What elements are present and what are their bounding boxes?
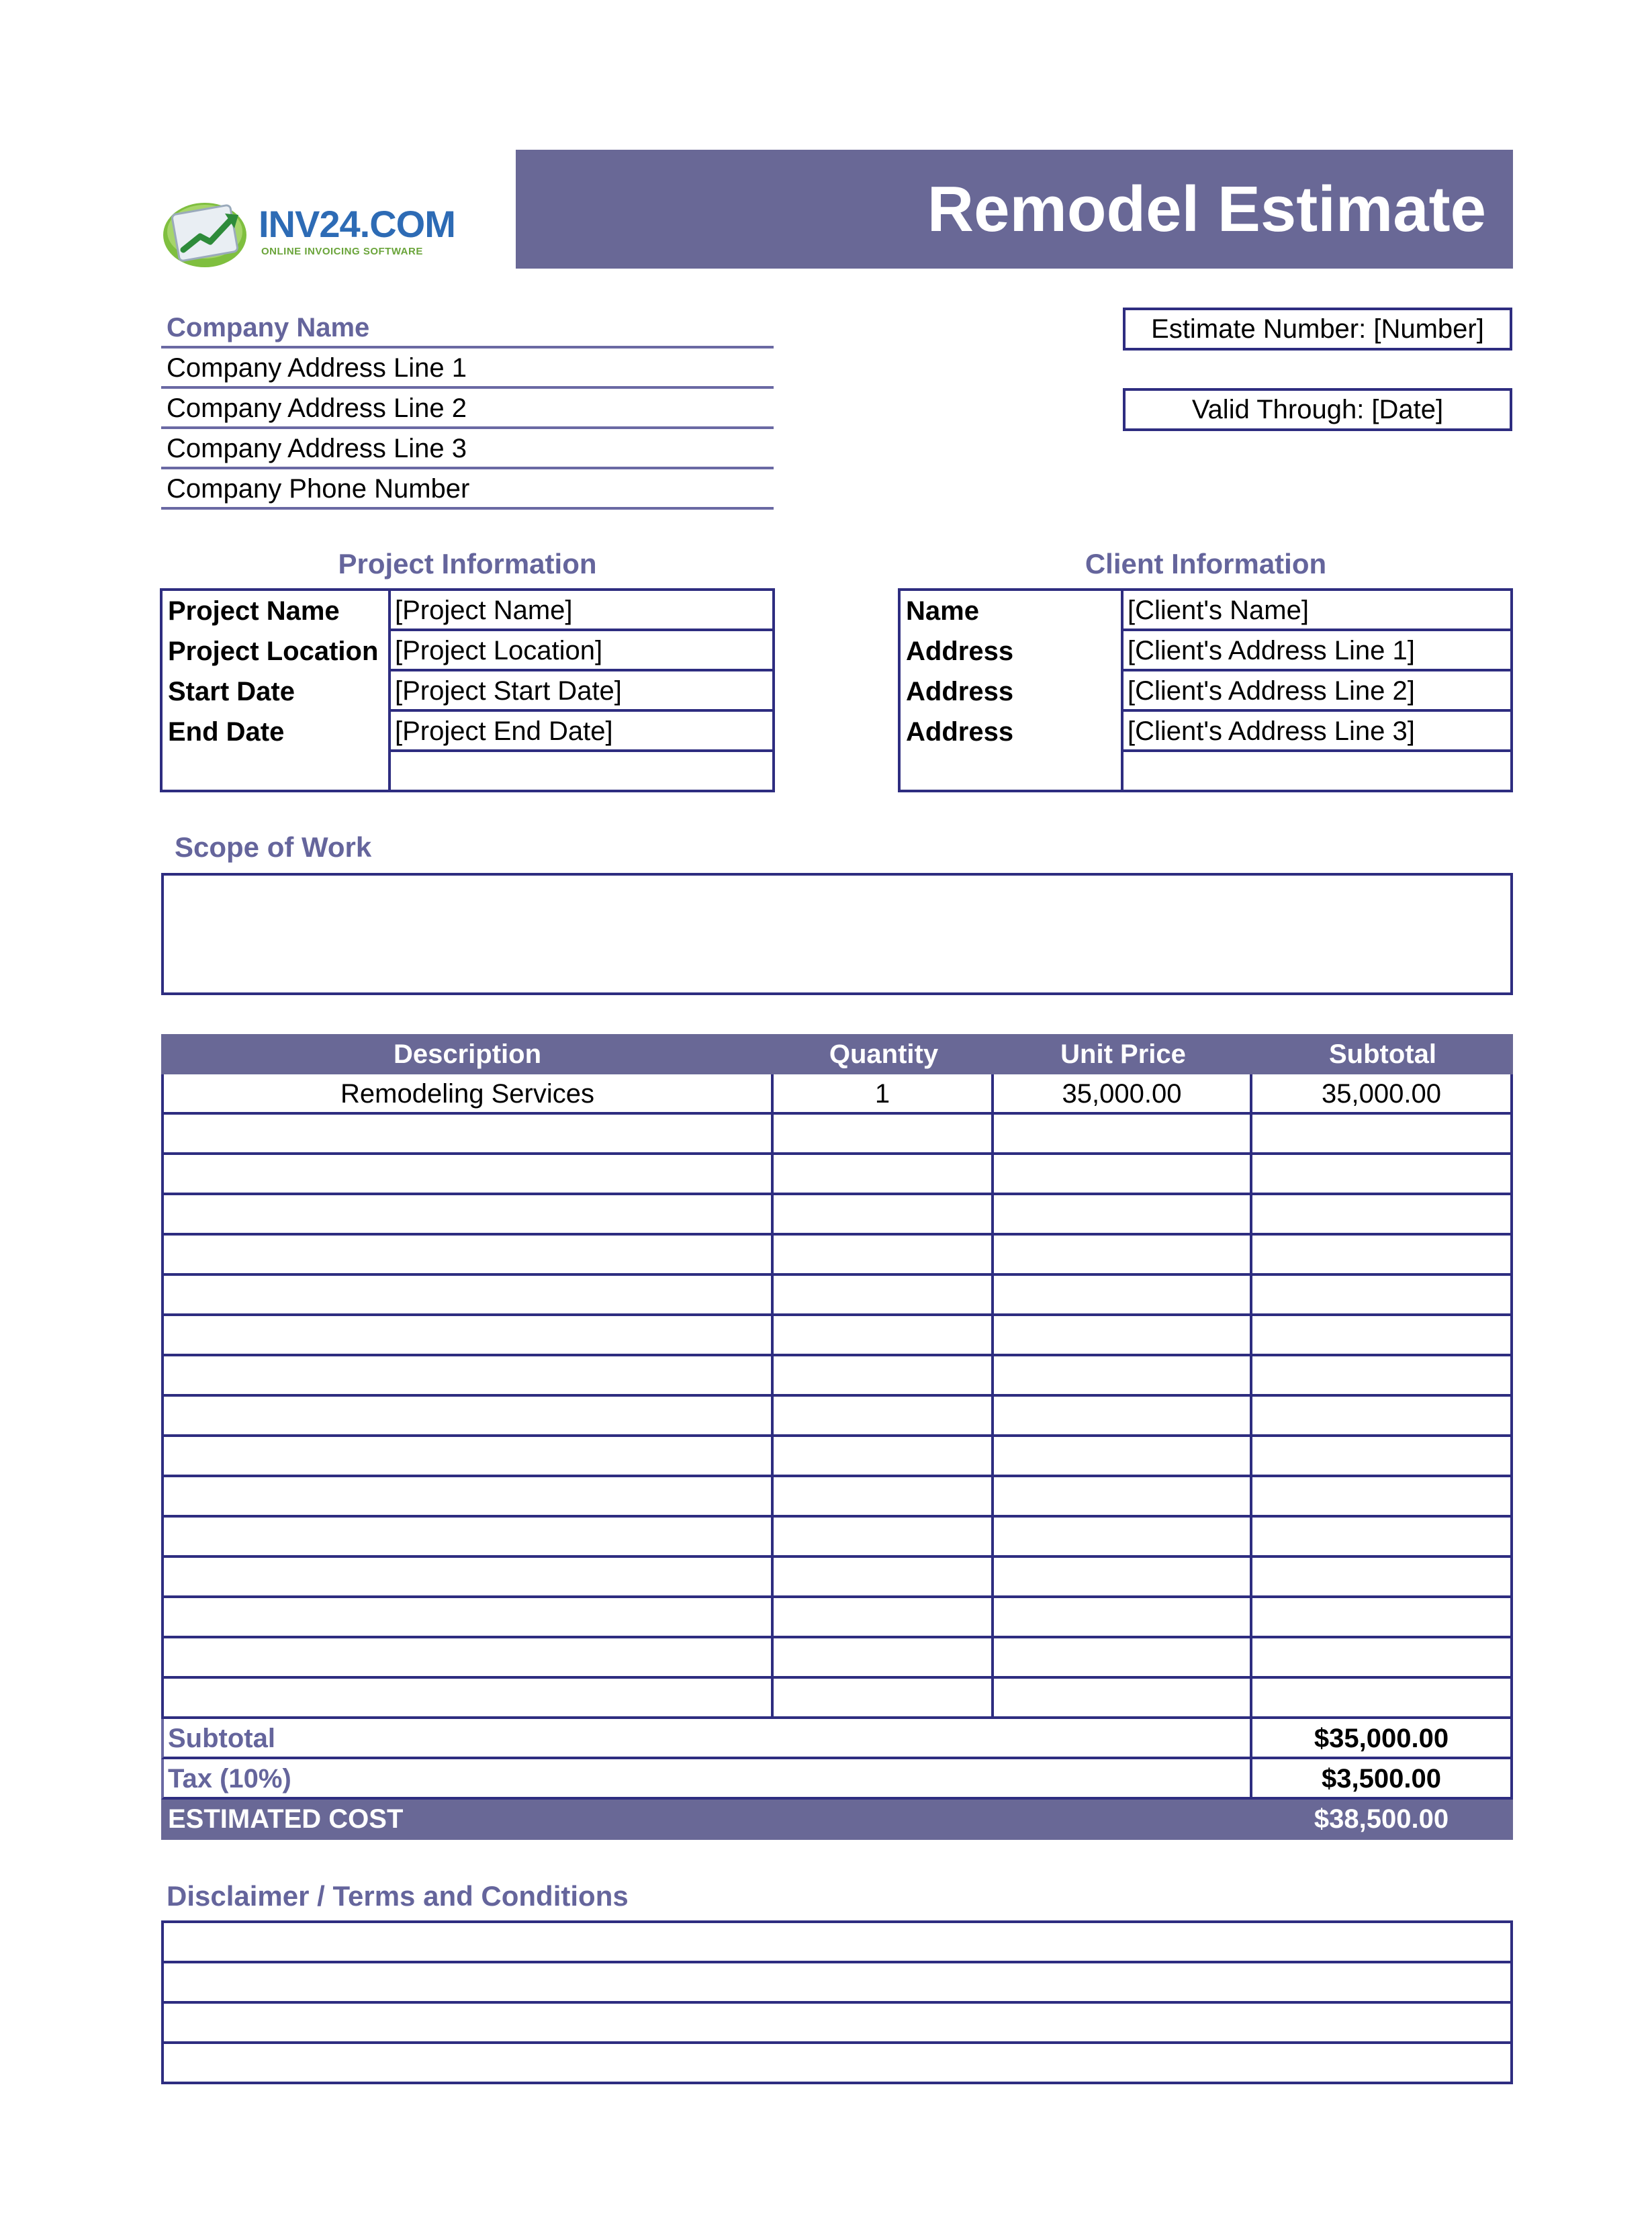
table-row: [161, 1316, 1513, 1356]
header-unit-price: Unit Price: [994, 1034, 1252, 1074]
item-description[interactable]: [161, 1397, 774, 1437]
item-quantity[interactable]: [774, 1598, 994, 1638]
client-address-3-value[interactable]: [Client's Address Line 3]: [1123, 712, 1510, 752]
project-info-table: [160, 588, 775, 792]
item-description[interactable]: [161, 1558, 774, 1598]
item-quantity[interactable]: [774, 1638, 994, 1679]
estimated-cost-row: [161, 1800, 1513, 1840]
item-subtotal[interactable]: [1252, 1679, 1513, 1719]
project-key: Project Name: [168, 596, 340, 626]
table-row: [161, 1598, 1513, 1638]
divider: [164, 2041, 1510, 2044]
project-row: [163, 712, 772, 752]
client-info-table: [898, 588, 1513, 792]
company-name: Company Name: [161, 308, 774, 348]
item-description[interactable]: [161, 1679, 774, 1719]
item-quantity[interactable]: [774, 1558, 994, 1598]
tax-value: $3,500.00: [1252, 1759, 1513, 1800]
estimate-number-field[interactable]: Estimate Number: [Number]: [1123, 308, 1512, 351]
client-row: [901, 671, 1510, 712]
item-description[interactable]: [161, 1195, 774, 1236]
table-row: [161, 1356, 1513, 1397]
subtotal-row: [161, 1719, 1513, 1759]
project-row: [163, 591, 772, 631]
project-key: Start Date: [168, 677, 295, 706]
title-banner: [516, 150, 1513, 269]
page-title: Remodel Estimate: [927, 173, 1486, 245]
header-description: Description: [161, 1034, 774, 1074]
client-row: [901, 631, 1510, 671]
tax-label: Tax (10%): [161, 1759, 1252, 1800]
item-unit-price[interactable]: [994, 1477, 1252, 1518]
item-subtotal[interactable]: [1252, 1598, 1513, 1638]
item-quantity[interactable]: [774, 1397, 994, 1437]
table-row: [161, 1679, 1513, 1719]
item-quantity[interactable]: [774, 1679, 994, 1719]
project-name-value[interactable]: [Project Name]: [391, 591, 772, 631]
project-end-date-value[interactable]: [Project End Date]: [391, 712, 772, 752]
valid-through-field[interactable]: Valid Through: [Date]: [1123, 388, 1512, 431]
item-unit-price[interactable]: 35,000.00: [994, 1074, 1252, 1115]
table-row: [161, 1074, 1513, 1115]
item-unit-price[interactable]: [994, 1155, 1252, 1195]
project-key: End Date: [168, 717, 285, 747]
item-subtotal[interactable]: [1252, 1316, 1513, 1356]
project-info-title: Project Information: [338, 548, 597, 579]
item-unit-price[interactable]: [994, 1276, 1252, 1316]
item-unit-price[interactable]: [994, 1558, 1252, 1598]
scope-of-work-field[interactable]: [161, 873, 1513, 995]
subtotal-label: Subtotal: [161, 1719, 1252, 1759]
company-phone: Company Phone Number: [161, 469, 774, 510]
disclaimer-title: Disclaimer / Terms and Conditions: [167, 1880, 629, 1912]
logo-text: INV24.COM: [259, 203, 455, 245]
scope-of-work-title: Scope of Work: [175, 831, 372, 863]
item-unit-price[interactable]: [994, 1437, 1252, 1477]
disclaimer-field[interactable]: [161, 1920, 1513, 2084]
item-description[interactable]: [161, 1316, 774, 1356]
item-unit-price[interactable]: [994, 1638, 1252, 1679]
estimated-cost-label: ESTIMATED COST: [161, 1800, 1252, 1840]
project-row: [163, 631, 772, 671]
item-description[interactable]: [161, 1598, 774, 1638]
item-subtotal[interactable]: [1252, 1518, 1513, 1558]
item-quantity[interactable]: [774, 1437, 994, 1477]
item-unit-price[interactable]: [994, 1195, 1252, 1236]
client-info-title: Client Information: [1085, 548, 1327, 579]
table-row: [161, 1115, 1513, 1155]
item-description[interactable]: Remodeling Services: [161, 1074, 774, 1115]
table-row: [161, 1155, 1513, 1195]
subtotal-value: $35,000.00: [1252, 1719, 1513, 1759]
item-subtotal[interactable]: [1252, 1356, 1513, 1397]
item-description[interactable]: [161, 1518, 774, 1558]
table-row: [161, 1437, 1513, 1477]
divider: [164, 2001, 1510, 2004]
item-quantity[interactable]: [774, 1276, 994, 1316]
client-key: Name: [906, 596, 979, 626]
item-subtotal[interactable]: [1252, 1155, 1513, 1195]
item-quantity[interactable]: [774, 1236, 994, 1276]
table-row: [161, 1236, 1513, 1276]
item-subtotal[interactable]: [1252, 1638, 1513, 1679]
item-quantity[interactable]: [774, 1518, 994, 1558]
client-key: Address: [906, 677, 1014, 706]
project-location-value[interactable]: [Project Location]: [391, 631, 772, 671]
item-unit-price[interactable]: [994, 1356, 1252, 1397]
item-description[interactable]: [161, 1356, 774, 1397]
client-row: [901, 712, 1510, 752]
item-quantity[interactable]: [774, 1195, 994, 1236]
table-row: [161, 1558, 1513, 1598]
item-quantity[interactable]: [774, 1155, 994, 1195]
project-key: Project Location: [168, 637, 379, 666]
item-quantity[interactable]: [774, 1477, 994, 1518]
client-key: Address: [906, 637, 1014, 666]
item-description[interactable]: [161, 1638, 774, 1679]
company-address-line-3: Company Address Line 3: [161, 429, 774, 469]
item-unit-price[interactable]: [994, 1598, 1252, 1638]
item-description[interactable]: [161, 1437, 774, 1477]
company-address-line-2: Company Address Line 2: [161, 389, 774, 429]
client-name-value[interactable]: [Client's Name]: [1123, 591, 1510, 631]
table-row: [161, 1518, 1513, 1558]
client-address-2-value[interactable]: [Client's Address Line 2]: [1123, 671, 1510, 712]
item-quantity[interactable]: 1: [774, 1074, 994, 1115]
item-subtotal[interactable]: [1252, 1115, 1513, 1155]
table-row: [161, 1477, 1513, 1518]
project-row: [163, 671, 772, 712]
header-quantity: Quantity: [774, 1034, 994, 1074]
tax-row: [161, 1759, 1513, 1800]
item-unit-price[interactable]: [994, 1397, 1252, 1437]
item-description[interactable]: [161, 1477, 774, 1518]
item-unit-price[interactable]: [994, 1518, 1252, 1558]
item-unit-price[interactable]: [994, 1316, 1252, 1356]
client-key: Address: [906, 717, 1014, 747]
divider: [164, 1961, 1510, 1963]
item-quantity[interactable]: [774, 1356, 994, 1397]
item-description[interactable]: [161, 1155, 774, 1195]
item-description[interactable]: [161, 1115, 774, 1155]
logo-icon: [163, 195, 257, 272]
item-subtotal[interactable]: [1252, 1397, 1513, 1437]
client-row: [901, 591, 1510, 631]
table-row: [161, 1638, 1513, 1679]
project-start-date-value[interactable]: [Project Start Date]: [391, 671, 772, 712]
item-quantity[interactable]: [774, 1115, 994, 1155]
item-quantity[interactable]: [774, 1316, 994, 1356]
table-row: [161, 1195, 1513, 1236]
client-address-1-value[interactable]: [Client's Address Line 1]: [1123, 631, 1510, 671]
company-address-line-1: Company Address Line 1: [161, 348, 774, 389]
item-subtotal[interactable]: [1252, 1195, 1513, 1236]
item-subtotal[interactable]: [1252, 1437, 1513, 1477]
item-unit-price[interactable]: [994, 1236, 1252, 1276]
item-subtotal[interactable]: [1252, 1236, 1513, 1276]
estimated-cost-value: $38,500.00: [1252, 1800, 1513, 1840]
item-description[interactable]: [161, 1236, 774, 1276]
item-unit-price[interactable]: [994, 1679, 1252, 1719]
table-row: [161, 1276, 1513, 1316]
table-row: [161, 1397, 1513, 1437]
item-subtotal[interactable]: [1252, 1558, 1513, 1598]
logo-tagline: ONLINE INVOICING SOFTWARE: [261, 246, 423, 257]
item-subtotal[interactable]: 35,000.00: [1252, 1074, 1513, 1115]
item-unit-price[interactable]: [994, 1115, 1252, 1155]
item-subtotal[interactable]: [1252, 1477, 1513, 1518]
header-subtotal: Subtotal: [1252, 1034, 1513, 1074]
item-description[interactable]: [161, 1276, 774, 1316]
item-subtotal[interactable]: [1252, 1276, 1513, 1316]
logo: [163, 195, 455, 272]
